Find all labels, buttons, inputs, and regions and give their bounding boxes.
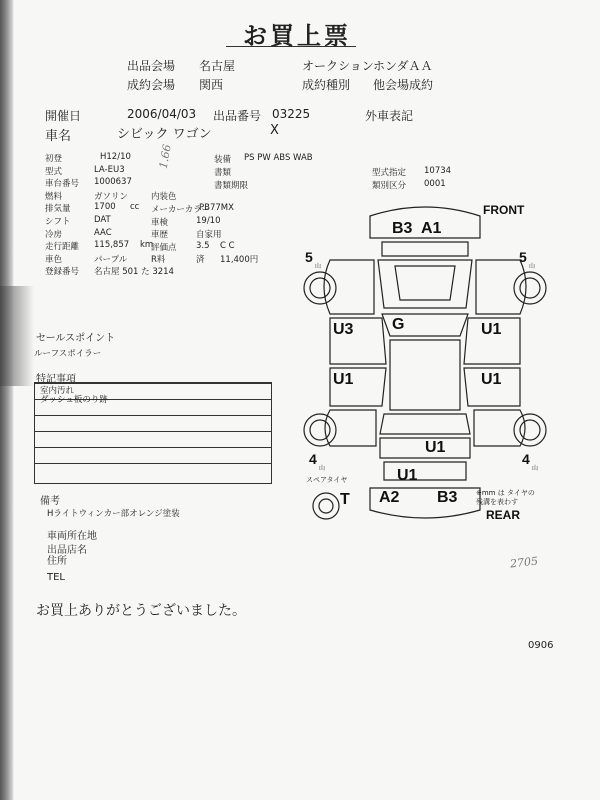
equip-label: 装備: [214, 155, 232, 165]
mark-front-bumper-2: A1: [421, 220, 442, 237]
mark-right-rear-door: U1: [481, 371, 502, 388]
spec-label: シフト: [45, 217, 71, 227]
thanks-message: お買上ありがとうございました。: [36, 603, 246, 619]
car-name-label: 車名: [45, 129, 72, 144]
rear-right-wheel-inner: [520, 420, 540, 440]
spec-mid-label: 車検: [151, 217, 169, 228]
title-underline: [226, 46, 356, 47]
spec-value: ガソリン: [94, 191, 129, 202]
mark-front-bumper-1: B3: [392, 220, 413, 237]
spec-mid-value: 自家用: [196, 230, 222, 241]
spec-value: H12/10: [100, 152, 131, 162]
equip-value: PS PW ABS WAB: [244, 153, 313, 163]
spare-tire: [313, 493, 339, 519]
notes-rule: [35, 447, 271, 448]
hood-inner: [395, 266, 455, 300]
spec-label: 冷房: [45, 229, 63, 240]
spec-unit: cc: [130, 202, 140, 213]
remarks-label: 備考: [40, 496, 60, 507]
sales-point-label: セールスポイント: [36, 333, 116, 344]
spec-mid-value: 19/10: [196, 215, 221, 226]
rear-left-wheel-inner: [310, 420, 330, 440]
spec-label: 車色: [45, 254, 63, 265]
car-damage-diagram: [290, 196, 560, 536]
front-left-tire-unit: 山: [315, 263, 322, 270]
spec-value: 1000637: [94, 177, 132, 188]
spec-mid-label: 車歴: [151, 230, 169, 241]
front-right-tire-depth: 5: [519, 249, 527, 265]
spec-label: 走行距離: [45, 242, 80, 253]
mark-right-front-door: U1: [481, 321, 502, 338]
spec-mid-label: 内装色: [151, 192, 177, 203]
left-front-fender: [324, 260, 374, 314]
mark-hatch: U1: [425, 439, 446, 456]
notes-line-2: ダッシュ板のり跡: [40, 395, 108, 405]
exterior-label: 外車表記: [365, 109, 414, 123]
deal-type-label: 成約種別: [302, 78, 351, 92]
rear-label: REAR: [486, 508, 521, 522]
notes-line-1: 室内汚れ: [40, 386, 75, 396]
notes-rule: [35, 431, 271, 432]
right-front-fender: [476, 260, 526, 314]
docs-limit-label: 書類期限: [214, 181, 249, 191]
mark-roof: G: [392, 316, 405, 333]
spec-value: 名古屋 501 た 3214: [94, 267, 174, 278]
date-value: 2006/04/03: [127, 107, 197, 121]
class-label: 類別区分: [372, 181, 407, 191]
car-name-value: シビック ワゴン: [117, 127, 212, 142]
spec-mid-extra: 11,400円: [220, 255, 259, 266]
mark-left-front-door: U3: [333, 321, 354, 338]
document-title: お買上票: [243, 22, 351, 50]
spec-mid-extra: C C: [220, 240, 235, 251]
front-right-wheel-inner: [520, 278, 540, 298]
spec-value: パープル: [94, 254, 128, 265]
notes-rule: [35, 463, 271, 464]
rear-left-wheel: [304, 414, 336, 446]
handwritten-bottom-note: 2705: [509, 554, 539, 571]
spec-mid-label: メーカーカラー: [151, 205, 211, 215]
spec-label: 排気量: [45, 204, 71, 215]
lot-value: 03225: [272, 107, 311, 121]
dealer-name-label: 出品店名: [47, 545, 87, 556]
front-left-wheel-inner: [310, 278, 330, 298]
type-cert-value: 10734: [424, 166, 452, 176]
address-label: 住所: [47, 556, 67, 567]
spec-value: DAT: [94, 215, 111, 225]
front-right-wheel: [514, 272, 546, 304]
spec-value: LA-EU3: [94, 164, 125, 175]
sales-point-text: ルーフスポイラー: [34, 349, 102, 359]
tire-legend: ※mm は タイヤの 残溝を表わす: [476, 489, 535, 506]
mark-left-rear-door: U1: [333, 371, 354, 388]
spec-mid-label: 評価点: [151, 242, 177, 253]
spec-mid-value: PB77MX: [199, 203, 234, 213]
spec-unit: km: [140, 240, 154, 251]
front-left-tire-depth: 5: [305, 249, 313, 265]
rear-right-tire-depth: 4: [522, 451, 530, 467]
page-code: 0906: [528, 640, 554, 651]
front-label: FRONT: [483, 203, 525, 217]
mark-rear-bumper-2: B3: [437, 489, 458, 506]
class-value: 0001: [424, 179, 446, 189]
type-cert-label: 型式指定: [372, 168, 407, 178]
rear-left-tire-unit: 山: [319, 465, 326, 472]
notes-rule: [35, 415, 271, 416]
hood-outline: [378, 260, 472, 308]
spare-tire-inner: [319, 499, 333, 513]
spec-value: 1700: [94, 202, 116, 213]
rear-left-tire-depth: 4: [309, 451, 317, 467]
mark-rear-panel: U1: [397, 467, 418, 484]
rear-right-wheel: [514, 414, 546, 446]
spec-label: 登録番号: [45, 267, 80, 278]
front-right-tire-unit: 山: [529, 263, 536, 270]
handwritten-top-note: 1.66: [156, 143, 174, 170]
spec-label: 燃料: [45, 191, 63, 202]
roof-outline: [390, 340, 460, 410]
rear-right-tire-unit: 山: [532, 465, 539, 472]
spec-value: AAC: [94, 227, 112, 238]
date-label: 開催日: [45, 109, 82, 123]
mark-rear-bumper-1: A2: [379, 489, 400, 506]
auction-value: ホンダＡＡ: [373, 59, 433, 73]
spec-label: 型式: [45, 166, 63, 177]
deal-venue-value: 関西: [199, 78, 224, 92]
spare-tire-label: スペアタイヤ: [306, 476, 348, 484]
front-left-wheel: [304, 272, 336, 304]
lot-label: 出品番号: [213, 109, 262, 123]
remarks-text: Hライトウィンカー部オレンジ塗装: [47, 509, 180, 519]
spec-mid-value: 3.5: [196, 240, 210, 251]
scan-edge-shadow: [0, 0, 14, 800]
mark-trunk-floor: T: [340, 491, 350, 508]
spec-label: 車台番号: [45, 179, 80, 190]
spec-mid-label: R料: [151, 255, 166, 266]
location-label: 車両所在地: [47, 531, 97, 542]
deal-venue-label: 成約会場: [127, 78, 176, 92]
notes-label: 特記事項: [36, 374, 76, 385]
rear-glass-outline: [380, 414, 470, 434]
tel-label: TEL: [47, 572, 65, 583]
venue-value: 名古屋: [199, 59, 236, 73]
venue-label: 出品会場: [127, 59, 176, 73]
scan-smudge: [0, 286, 34, 386]
front-grille-outline: [382, 242, 468, 256]
docs-label: 書類: [214, 168, 232, 178]
spec-mid-value: 済: [196, 255, 205, 266]
spec-value: 115,857: [94, 240, 130, 251]
deal-type-value: 他会場成約: [373, 78, 434, 92]
auction-label: オークション: [302, 59, 374, 73]
grade-value: X: [270, 123, 279, 138]
spec-label: 初登: [45, 154, 63, 164]
